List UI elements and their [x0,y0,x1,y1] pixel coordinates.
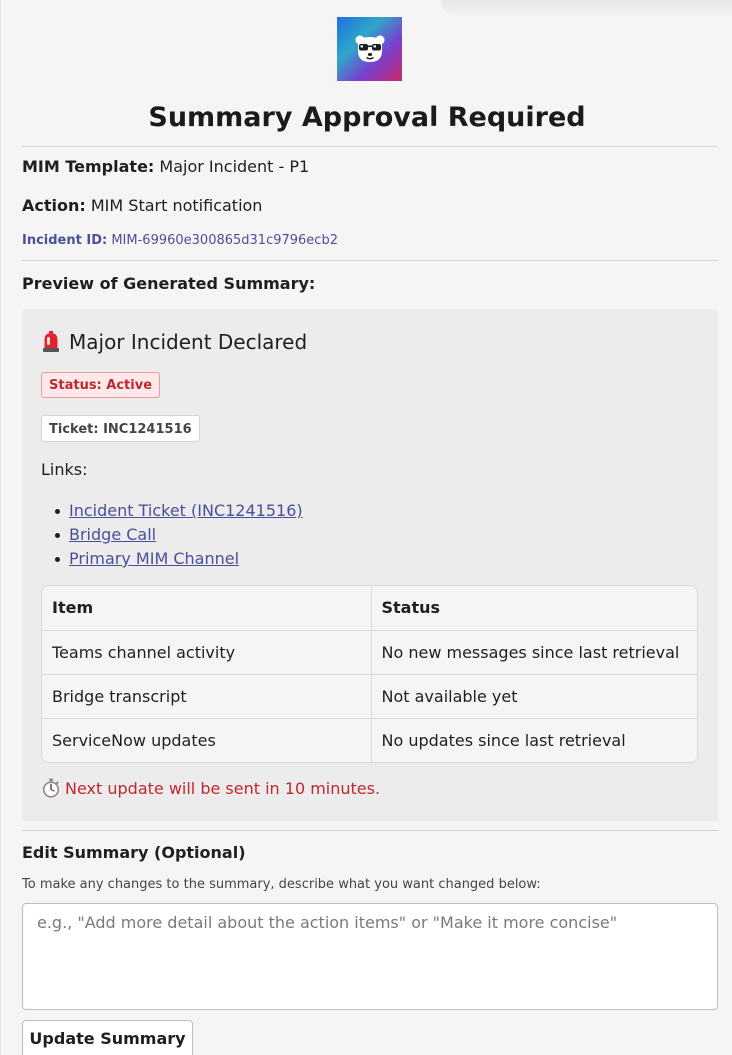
page-title: Summary Approval Required [148,102,586,133]
panda-with-glasses-icon [337,17,402,81]
edit-summary-hint: To make any changes to the summary, describe what you want changed below: [22,877,541,892]
template-value: Major Incident - P1 [159,157,310,176]
table-row [42,718,697,762]
template-label: MIM Template: [22,157,155,176]
ticket-badge: Ticket: INC1241516 [41,415,200,442]
incident-id-row [22,233,338,248]
table-cell: Not available yet [371,674,697,718]
table-header-row [42,586,697,630]
divider [22,830,718,831]
incident-id-label: Incident ID: [22,233,108,248]
preview-title [41,330,307,354]
divider [22,146,718,147]
preview-title-text: Major Incident Declared [69,330,308,354]
list-item [69,499,303,523]
list-item [69,547,303,571]
edit-summary-input[interactable] [22,903,718,1010]
rotating-light-icon [41,331,61,353]
bridge-call-link[interactable]: Bridge Call [69,525,157,544]
summary-preview [22,309,718,821]
divider [22,260,718,261]
table-row [42,630,697,674]
table-cell: No new messages since last retrieval [371,630,697,674]
column-header-status: Status [371,586,697,630]
action-value: MIM Start notification [90,196,263,215]
preview-heading: Preview of Generated Summary: [22,274,316,293]
incident-ticket-link[interactable]: Incident Ticket (INC1241516) [69,501,303,520]
column-header-item: Item [42,586,371,630]
template-row [22,157,309,176]
incident-id-value: MIM-69960e300865d31c9796ecb2 [111,233,338,248]
popup-shadow [441,0,732,18]
next-update-note [41,778,380,798]
table-cell: Bridge transcript [42,674,371,718]
status-table [41,585,698,763]
links-label: Links: [41,460,88,479]
table-cell: ServiceNow updates [42,718,371,762]
links-list [69,499,303,571]
table-cell: No updates since last retrieval [381,730,626,750]
table-row [42,674,697,718]
action-label: Action: [22,196,86,215]
edit-summary-heading: Edit Summary (Optional) [22,843,246,862]
update-summary-button[interactable]: Update Summary [22,1020,193,1055]
next-update-text: Next update will be sent in 10 minutes. [65,778,381,798]
list-item [69,523,303,547]
primary-mim-channel-link[interactable]: Primary MIM Channel [69,549,240,568]
status-badge: Status: Active [41,372,160,398]
stopwatch-icon [41,778,61,798]
table-cell: Teams channel activity [42,630,371,674]
action-row [22,196,262,215]
